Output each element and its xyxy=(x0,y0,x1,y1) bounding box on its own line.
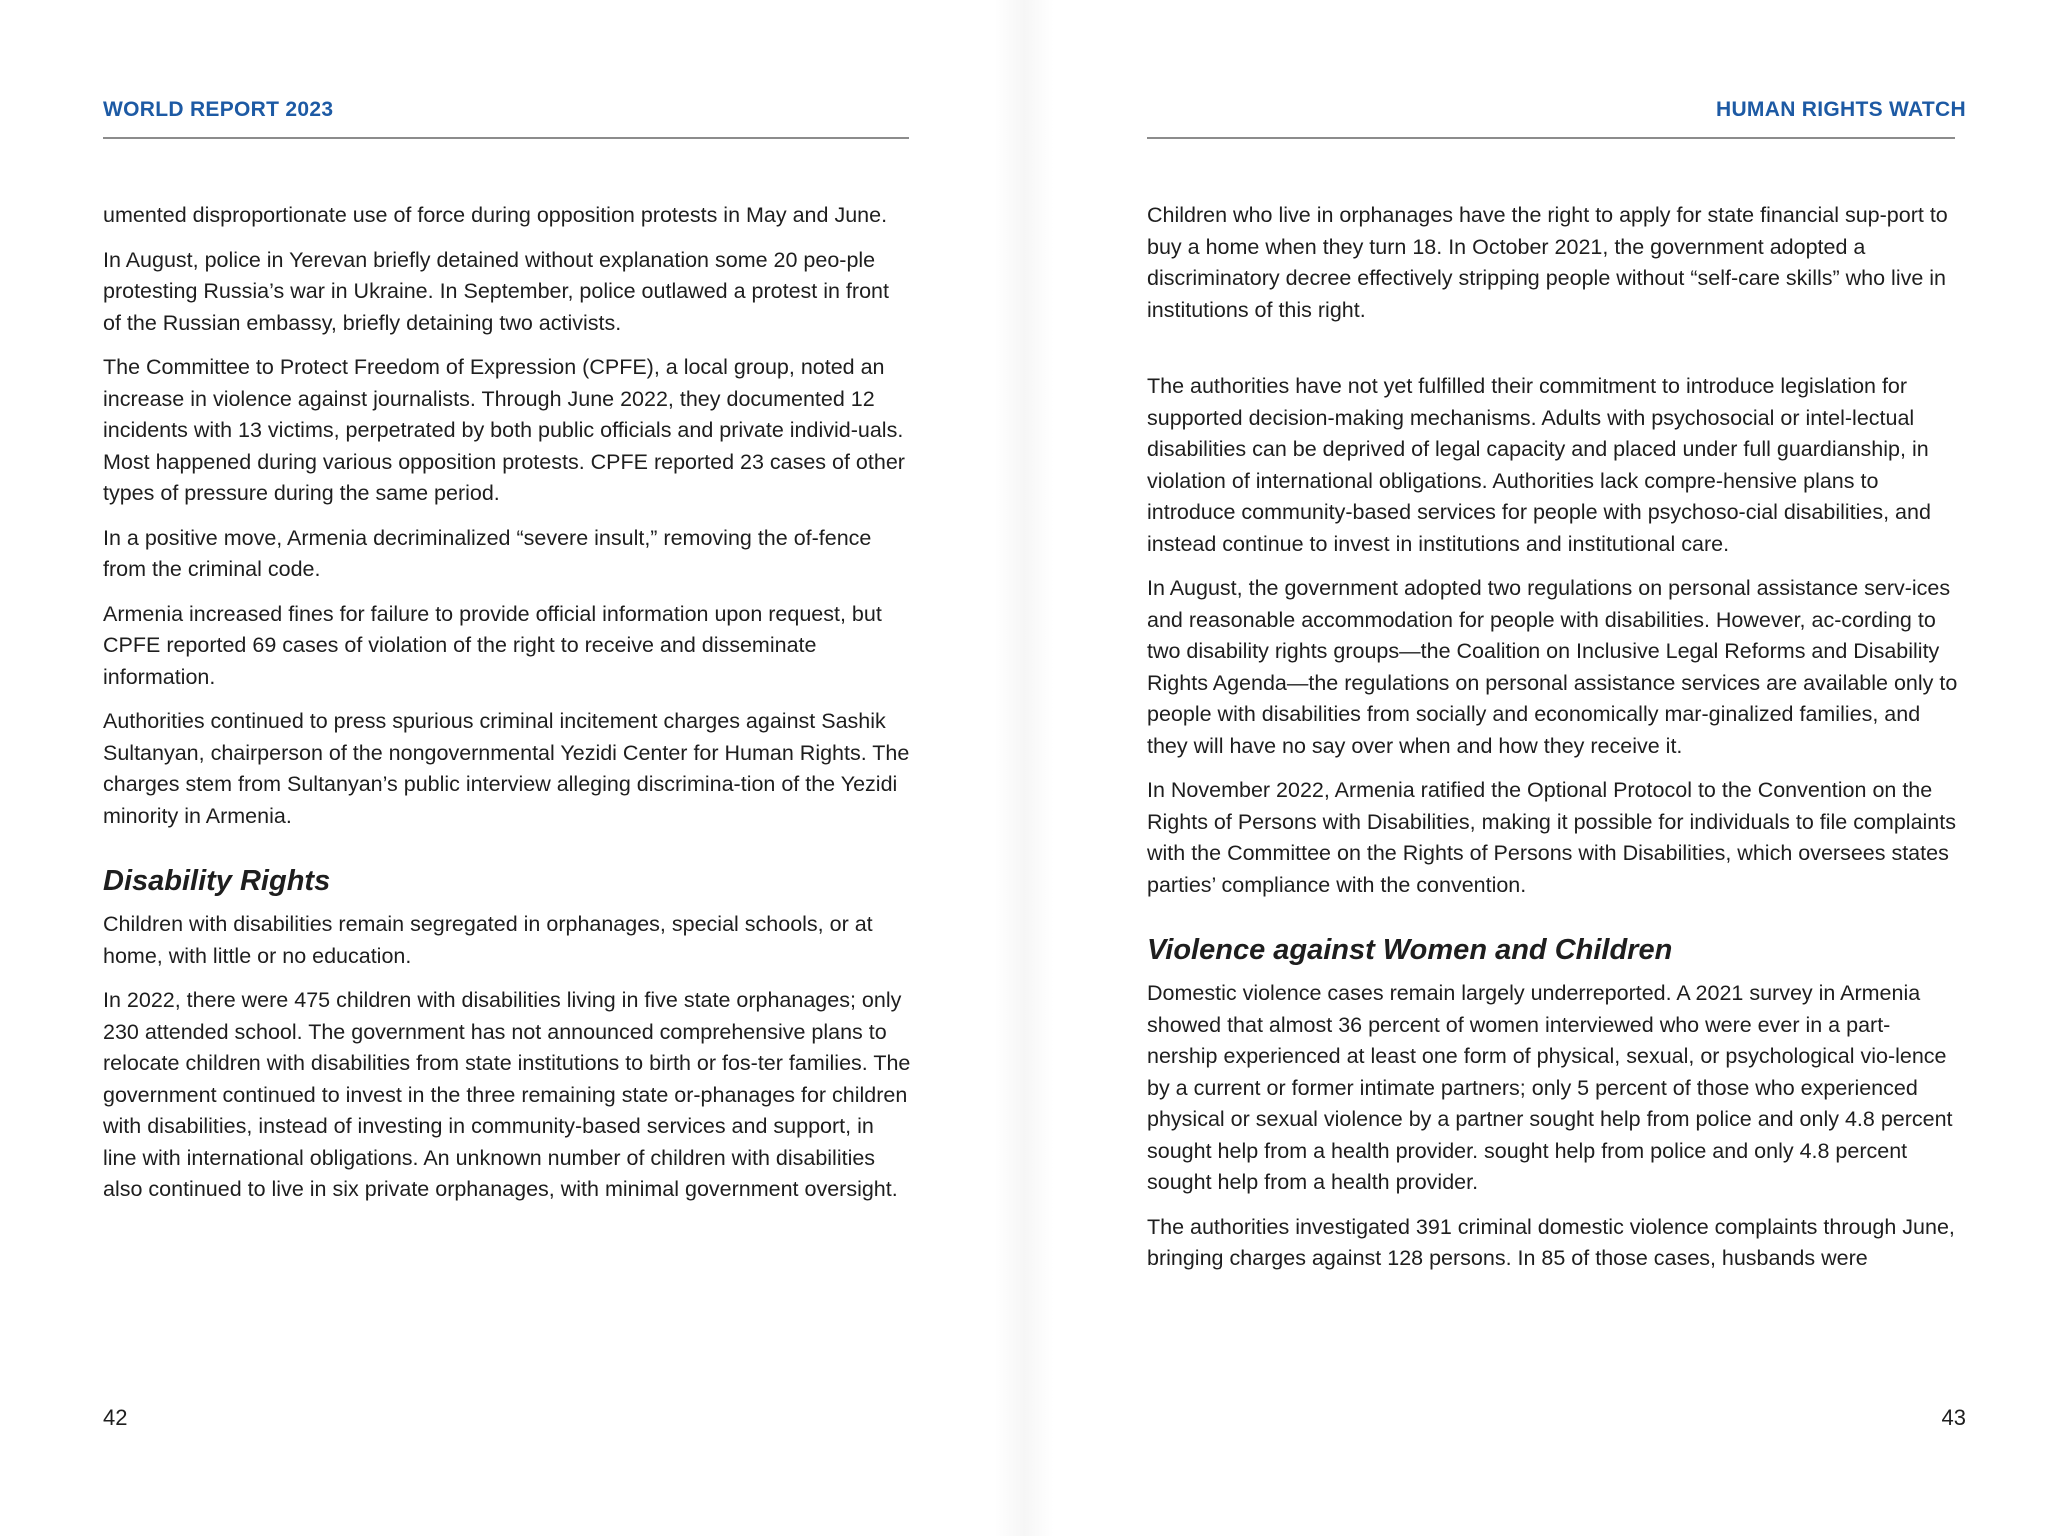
paragraph: In November 2022, Armenia ratified the Optional Protocol to the Convention on the Rights of Persons with Disabilities, making it possible for individuals to file complaints with the Committee on the Rights of Persons with Disabilities, which oversees states parties’ compliance with the convention. xyxy=(1147,778,1956,897)
paragraph: The authorities investigated 391 criminal domestic violence complaints through June, bringing charges against 128 persons. In 85 of those cases, husbands were xyxy=(1147,1214,1955,1270)
paragraph: In 2022, there were 475 children with disabilities living in five state orphanages; only 230 attended school. The government has not announced comprehensive plans to relocate children with disabilities from state institutions to birth or fos-ter families. The government continued to invest in the three remaining state or-phanages for children with disabilities, instead of investing in community-based services and support, in line with international obligations. An unknown number of children with disabilities also continued to live in six private orphanages, with minimal government oversight. xyxy=(103,988,911,1201)
section-heading-disability-rights: Disability Rights xyxy=(103,865,331,897)
page-number-right: 43 xyxy=(1941,1405,1966,1430)
paragraph: umented disproportionate use of force during opposition protests in May and June. xyxy=(103,203,888,227)
right-page xyxy=(1024,0,2048,1536)
paragraph: In August, the government adopted two regulations on personal assistance serv-ices and reasonable accommodation for people with disabilities. However, ac-cording to two disability rights groups—the Coalition on Inclusive Legal Reforms and Disability Rights Agenda—the regulations on personal assistance services are available only to people with disabilities from socially and economically mar-ginalized families, and they will have no say over when and how they receive it. xyxy=(1147,576,1958,758)
paragraph: Children who live in orphanages have the right to apply for state financial sup-port to buy a home when they turn 18. In October 2021, the government adopted a discriminatory decree effectively stripping people without “self-care skills” who live in institutions of this right. xyxy=(1147,203,1948,322)
paragraph: The Committee to Protect Freedom of Expression (CPFE), a local group, noted an increase in violence against journalists. Through June 2022, they documented 12 incidents with 13 victims, perpetrated by both public officials and private individ-uals. Most happened during various opposition protests. CPFE reported 23 cases of other types of pressure during the same period. xyxy=(103,355,905,505)
section-heading-violence: Violence against Women and Children xyxy=(1147,934,1673,966)
paragraph-gap xyxy=(1147,339,1959,371)
paragraph: Armenia increased fines for failure to provide official information upon request, but CPFE reported 69 cases of violation of the right to receive and disseminate information. xyxy=(103,601,882,689)
left-page-body xyxy=(103,200,911,1219)
paragraph: In August, police in Yerevan briefly detained without explanation some 20 peo-ple protesting Russia’s war in Ukraine. In September, police outlawed a protest in front of the Russian embassy, briefly detaining two activists. xyxy=(103,247,889,335)
paragraph: In a positive move, Armenia decriminalized “severe insult,” removing the of-fence from the criminal code. xyxy=(103,525,872,581)
page-number-left: 42 xyxy=(103,1405,128,1430)
paragraph: Children with disabilities remain segregated in orphanages, special schools, or at home, with little or no education. xyxy=(103,912,873,968)
header-rule-right xyxy=(1147,137,1955,139)
header-rule-left xyxy=(103,137,909,139)
running-head-right: HUMAN RIGHTS WATCH xyxy=(1716,98,1966,121)
paragraph: The authorities have not yet fulfilled their commitment to introduce legislation for supported decision-making mechanisms. Adults with psychosocial or intel-lectual disabilities can be deprived of legal capacity and placed under full guardianship, in violation of international obligations. Authorities lack compre-hensive plans to introduce community-based services for people with psychoso-cial disabilities, and instead continue to invest in institutions and institutional care. xyxy=(1147,374,1931,556)
right-page-body xyxy=(1147,200,1959,1288)
paragraph: Authorities continued to press spurious criminal incitement charges against Sashik Sultanyan, chairperson of the nongovernmental Yezidi Center for Human Rights. The charges stem from Sultanyan’s public interview alleging discrimina-tion of the Yezidi minority in Armenia. xyxy=(103,709,910,828)
running-head-left: WORLD REPORT 2023 xyxy=(103,98,334,121)
paragraph: Domestic violence cases remain largely underreported. A 2021 survey in Armenia showed that almost 36 percent of women interviewed who were ever in a part-nership experienced at least one form of physical, sexual, or psychological vio-lence by a current or former intimate partners; only 5 percent of those who experienced physical or sexual violence by a partner sought help from police and only 4.8 percent sought help from a health provider. sought help from police and only 4.8 percent sought help from a health provider. xyxy=(1147,981,1953,1194)
